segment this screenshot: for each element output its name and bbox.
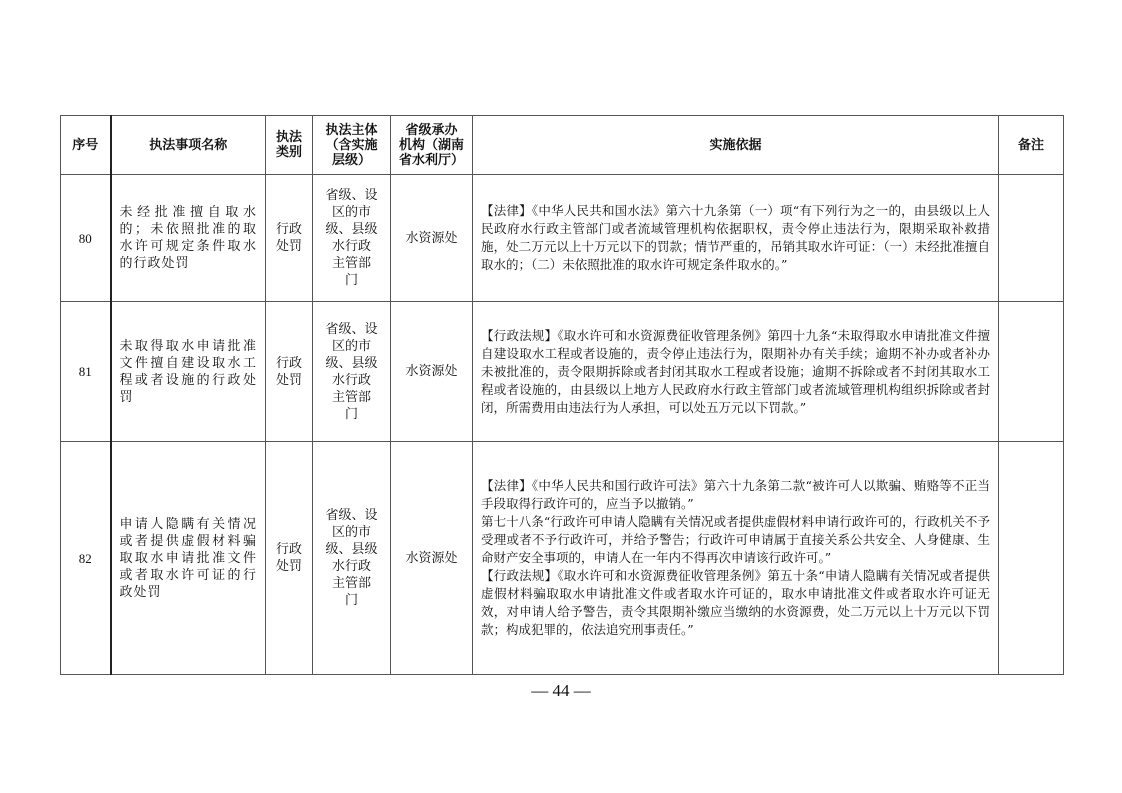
page-number: — 44 — <box>531 681 591 700</box>
row-type: 行政 处罚 <box>266 302 313 442</box>
row-office: 水资源处 <box>391 302 473 442</box>
header-name: 执法事项名称 <box>111 116 266 175</box>
row-item-name: 未取得取水申请批准文件擅自建设取水工程或者设施的行政处罚 <box>111 302 266 442</box>
row-basis: 【法律】《中华人民共和国水法》第六十九条第（一）项“有下列行为之一的，由县级以上人民政府水行政主管部门或者流域管理机构依据职权，责令停止违法行为，限期采取补救措施，处二万元以上十万元以下的罚款；情节严重的，吊销其取水许可证：（一）未经批准擅自取水的；（二）未依照批准的取水许可规定条件取水的。” <box>473 175 999 302</box>
table-row <box>61 302 1064 442</box>
header-row <box>61 116 1064 175</box>
row-basis: 【行政法规】《取水许可和水资源费征收管理条例》第四十九条“未取得取水申请批准文件擅自建设取水工程或者设施的，责令停止违法行为，限期补办有关手续；逾期不补办或者补办未被批准的，责令限期拆除或者封闭其取水工程或者设施；逾期不拆除或者不封闭其取水工程或者设施的，由县级以上地方人民政府水行政主管部门或者流域管理机构组织拆除或者封闭，所需费用由违法行为人承担，可以处五万元以下罚款。” <box>473 302 999 442</box>
row-basis <box>473 442 999 675</box>
table-row <box>61 175 1064 302</box>
row-subject: 省级、设 区的市 级、县级 水行政 主管部 门 <box>313 442 391 675</box>
header-type: 执法 类别 <box>266 116 313 175</box>
header-note: 备注 <box>999 116 1064 175</box>
basis-paragraph: 【法律】《中华人民共和国行政许可法》第六十九条第二款“被许可人以欺骗、贿赂等不正当手段取得行政许可的，应当予以撤销。” <box>481 478 990 511</box>
row-seq: 81 <box>61 302 111 442</box>
row-note <box>999 442 1064 675</box>
header-office: 省级承办 机构（湖南 省水利厅） <box>391 116 473 175</box>
table-row <box>61 442 1064 675</box>
row-type: 行政 处罚 <box>266 175 313 302</box>
header-basis: 实施依据 <box>473 116 999 175</box>
row-subject: 省级、设 区的市 级、县级 水行政 主管部 门 <box>313 175 391 302</box>
row-note <box>999 302 1064 442</box>
row-subject: 省级、设 区的市 级、县级 水行政 主管部 门 <box>313 302 391 442</box>
row-note <box>999 175 1064 302</box>
basis-paragraph: 【行政法规】《取水许可和水资源费征收管理条例》第五十条“申请人隐瞒有关情况或者提供虚假材料骗取取水申请批准文件或者取水许可证的，取水申请批准文件或者取水许可证无效，对申请人给予警告，责令其限期补缴应当缴纳的水资源费，处二万元以上十万元以下罚款；构成犯罪的，依法追究刑事责任。” <box>481 568 990 637</box>
row-seq: 82 <box>61 442 111 675</box>
row-item-name: 申请人隐瞒有关情况或者提供虚假材料骗取取水申请批准文件或者取水许可证的行政处罚 <box>111 442 266 675</box>
row-seq: 80 <box>61 175 111 302</box>
row-office: 水资源处 <box>391 175 473 302</box>
enforcement-table <box>60 115 1064 675</box>
row-type: 行政 处罚 <box>266 442 313 675</box>
header-subject: 执法主体 （含实施 层级） <box>313 116 391 175</box>
basis-paragraph: 第七十八条“行政许可申请人隐瞒有关情况或者提供虚假材料申请行政许可的，行政机关不予受理或者不予行政许可，并给予警告；行政许可申请属于直接关系公共安全、人身健康、生命财产安全事项的，申请人在一年内不得再次申请该行政许可。” <box>481 514 990 565</box>
header-seq: 序号 <box>61 116 111 175</box>
row-item-name: 未经批准擅自取水的；未依照批准的取水许可规定条件取水的行政处罚 <box>111 175 266 302</box>
row-office: 水资源处 <box>391 442 473 675</box>
